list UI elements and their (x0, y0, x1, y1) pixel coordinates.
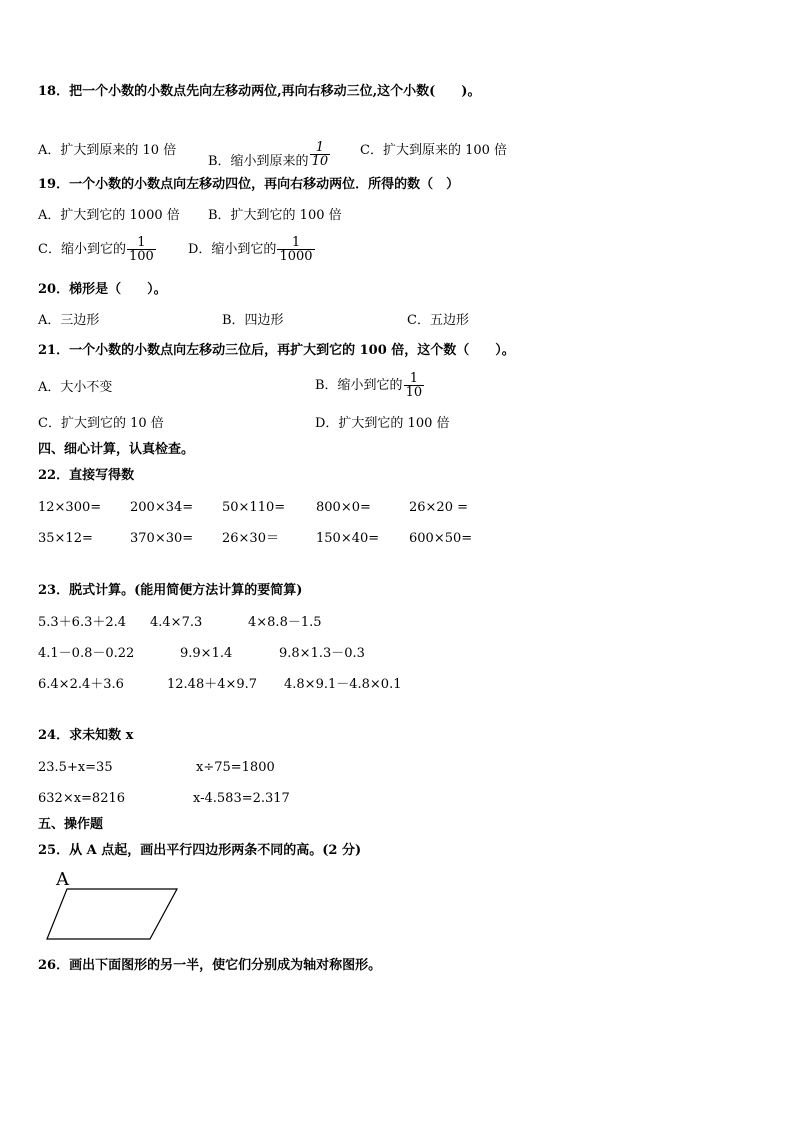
q22-item: 200×34= (130, 500, 194, 515)
q19-stem: 19．一个小数的小数点向左移动四位，再向右移动两位．所得的数（ ） (38, 177, 460, 192)
q19-option-d-fraction (277, 236, 314, 263)
q24-stem: 24．求未知数 x (38, 728, 134, 743)
q19-option-b: B．扩大到它的 100 倍 (208, 208, 342, 223)
q20-stem: 20．梯形是（ ）。 (38, 282, 167, 297)
q20-option-a: A．三边形 (38, 313, 100, 328)
q21-option-d: D．扩大到它的 100 倍 (315, 416, 450, 431)
fraction-denominator: 10 (405, 385, 423, 400)
fraction-numerator: 1 (291, 235, 301, 250)
q23-item: 12.48＋4×9.7 (167, 677, 258, 692)
q19-option-d (188, 236, 316, 263)
q19-option-c-fraction (127, 236, 156, 263)
q23-stem: 23．脱式计算。(能用简便方法计算的要简算) (38, 583, 303, 598)
q24-item: x-4.583=2.317 (193, 791, 290, 806)
q23-item: 4.4×7.3 (150, 615, 203, 630)
section-5-title: 五、操作题 (38, 817, 104, 832)
q19-option-d-label: D．缩小到它的 (188, 242, 277, 257)
q26-stem: 26．画出下面图形的另一半，使它们分别成为轴对称图形。 (38, 958, 382, 973)
q18-option-b-label: B．缩小到原来的 (208, 154, 309, 169)
q18-option-b-fraction (310, 141, 331, 168)
q21-option-c: C．扩大到它的 10 倍 (38, 416, 164, 431)
q18-option-a: A．扩大到原来的 10 倍 (38, 143, 177, 158)
section-4-title: 四、细心计算，认真检查。 (38, 442, 195, 457)
q21-option-a: A．大小不变 (38, 380, 113, 395)
q21-option-b-fraction (404, 372, 425, 399)
q19-option-c-label: C．缩小到它的 (38, 242, 126, 257)
q24-item: 23.5+x=35 (38, 760, 113, 775)
q23-item: 6.4×2.4＋3.6 (38, 677, 124, 692)
q19-option-a: A．扩大到它的 1000 倍 (38, 208, 180, 223)
fraction-numerator: 1 (409, 371, 418, 386)
fraction-numerator: 1 (315, 140, 324, 155)
q24-item: x÷75=1800 (196, 760, 275, 775)
q22-item: 150×40= (316, 531, 380, 546)
fraction-numerator: 1 (137, 235, 146, 250)
q20-option-b: B．四边形 (222, 313, 284, 328)
q22-item: 35×12= (38, 531, 93, 546)
fraction-denominator: 10 (311, 154, 329, 169)
q22-item: 12×300= (38, 500, 102, 515)
q25-stem: 25．从 A 点起，画出平行四边形两条不同的高。(2 分) (38, 843, 362, 858)
parallelogram-shape (47, 889, 177, 939)
q23-item: 9.9×1.4 (180, 646, 233, 661)
q22-item: 50×110= (222, 500, 286, 515)
q20-option-c: C．五边形 (407, 313, 469, 328)
q22-item: 800×0= (316, 500, 371, 515)
q23-item: 4.8×9.1－4.8×0.1 (284, 677, 402, 692)
q23-item: 4×8.8－1.5 (248, 615, 322, 630)
q21-option-b (315, 372, 425, 399)
q22-item: 370×30= (130, 531, 194, 546)
point-a-label: A (56, 869, 69, 890)
q23-item: 9.8×1.3－0.3 (279, 646, 365, 661)
q18-option-b (208, 140, 331, 170)
q23-item: 4.1－0.8－0.22 (38, 646, 135, 661)
q22-item: 26×20 = (409, 500, 469, 515)
q22-item: 600×50= (409, 531, 473, 546)
fraction-denominator: 1000 (279, 249, 313, 264)
q21-stem: 21．一个小数的小数点向左移动三位后，再扩大到它的 100 倍，这个数（ ）。 (38, 343, 515, 358)
fraction-denominator: 100 (128, 249, 154, 264)
q18-option-c: C．扩大到原来的 100 倍 (360, 143, 508, 158)
q23-item: 5.3＋6.3＋2.4 (38, 615, 127, 630)
q22-item: 26×30＝ (222, 531, 279, 546)
q21-option-b-label: B．缩小到它的 (315, 378, 403, 393)
parallelogram-figure (40, 884, 190, 944)
q18-stem: 18．把一个小数的小数点先向左移动两位,再向右移动三位,这个小数( )。 (38, 84, 481, 99)
q19-option-c (38, 236, 157, 263)
q22-stem: 22．直接写得数 (38, 468, 135, 483)
q24-item: 632×x=8216 (38, 791, 126, 806)
